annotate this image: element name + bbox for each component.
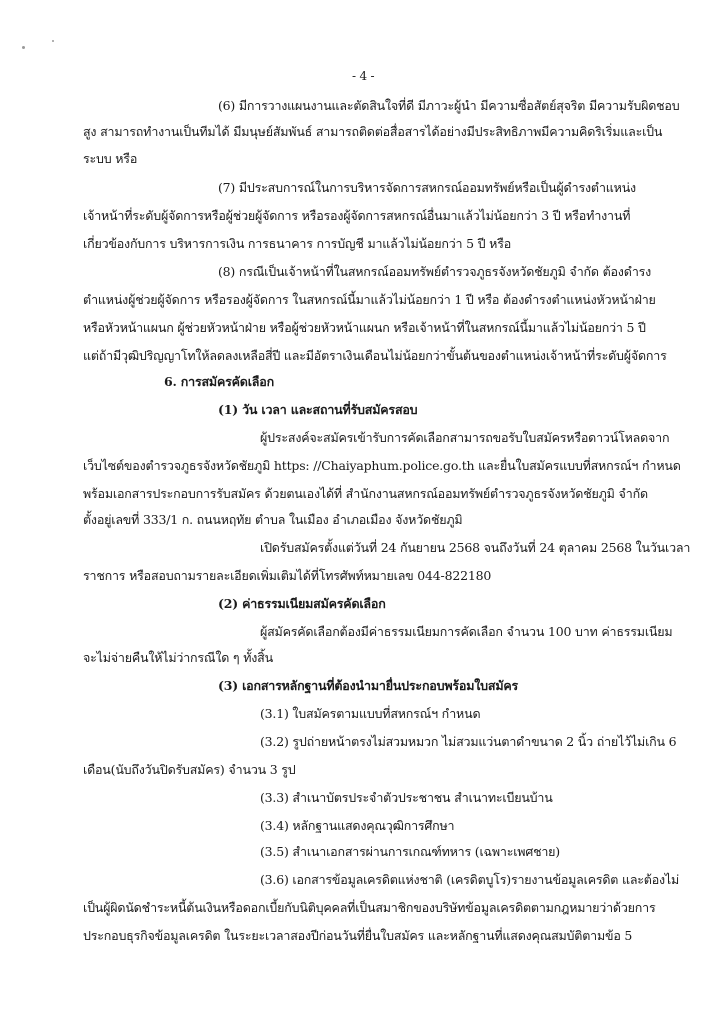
subsection-3-heading: (3) เอกสารหลักฐานที่ต้องนำมายื่นประกอบพร้อมใบสมัคร (218, 678, 519, 693)
application-line-3: พร้อมเอกสารประกอบการรับสมัคร ด้วยตนเองได้ที่ สำนักงานสหกรณ์ออมทรัพย์ตำรวจภูธรจังหวัดชัยภูมิ จำกัด (83, 486, 648, 501)
qualification-7-line-1: (7) มีประสบการณ์ในการบริหารจัดการสหกรณ์ออมทรัพย์หรือเป็นผู้ดำรงตำแหน่ง (218, 180, 636, 195)
qualification-8-line-2: ตำแหน่งผู้ช่วยผู้จัดการ หรือรองผู้จัดการ ในสหกรณ์นี้มาแล้วไม่น้อยกว่า 1 ปี หรือ ต้องดำรงตำแหน่งหัวหน้าฝ่าย (83, 292, 656, 307)
document-3-5: (3.5) สำเนาเอกสารผ่านการเกณฑ์ทหาร (เฉพาะเพศชาย) (260, 844, 560, 859)
fee-line-2: จะไม่จ่ายคืนให้ไม่ว่ากรณีใด ๆ ทั้งสิ้น (83, 650, 273, 665)
scan-speck (22, 46, 25, 49)
application-period-line-1: เปิดรับสมัครตั้งแต่วันที่ 24 กันยายน 2568 จนถึงวันที่ 24 ตุลาคม 2568 ในวันเวลา (260, 540, 691, 555)
qualification-7-line-3: เกี่ยวข้องกับการ บริหารการเงิน การธนาคาร การบัญชี มาแล้วไม่น้อยกว่า 5 ปี หรือ (83, 236, 512, 251)
application-line-4: ตั้งอยู่เลขที่ 333/1 ก. ถนนหฤทัย ตำบล ในเมือง อำเภอเมือง จังหวัดชัยภูมิ (83, 512, 463, 527)
qualification-8-line-4: แต่ถ้ามีวุฒิปริญญาโทให้ลดลงเหลือสี่ปี และมีอัตราเงินเดือนไม่น้อยกว่าขั้นต้นของตำแหน่งเจ้าหน้าที่ระดับผู้จัดการ (83, 348, 667, 363)
document-3-2-line-2: เดือน(นับถึงวันปิดรับสมัคร) จำนวน 3 รูป (83, 762, 296, 777)
document-3-6-line-3: ประกอบธุรกิจข้อมูลเครดิต ในระยะเวลาสองปีก่อนวันที่ยื่นใบสมัคร และหลักฐานที่แสดงคุณสมบัติตามข้อ 5 (83, 928, 633, 943)
qualification-8-line-1: (8) กรณีเป็นเจ้าหน้าที่ในสหกรณ์ออมทรัพย์ตำรวจภูธรจังหวัดชัยภูมิ จำกัด ต้องดำรง (218, 264, 652, 279)
document-3-6-line-1: (3.6) เอกสารข้อมูลเครดิตแห่งชาติ (เครดิตบูโร)รายงานข้อมูลเครดิต และต้องไม่ (260, 872, 680, 887)
document-3-2-line-1: (3.2) รูปถ่ายหน้าตรงไม่สวมหมวก ไม่สวมแว่นตาดำขนาด 2 นิ้ว ถ่ายไว้ไม่เกิน 6 (260, 734, 677, 749)
qualification-6-line-3: ระบบ หรือ (83, 151, 138, 166)
document-3-1: (3.1) ใบสมัครตามแบบที่สหกรณ์ฯ กำหนด (260, 706, 481, 721)
qualification-7-line-2: เจ้าหน้าที่ระดับผู้จัดการหรือผู้ช่วยผู้จัดการ หรือรองผู้จัดการสหกรณ์อื่นมาแล้วไม่น้อยกว่า 3 ปี หรือทำงานที่ (83, 208, 631, 223)
application-line-2: เว็บไซต์ของตำรวจภูธรจังหวัดชัยภูมิ https: //Chaiyaphum.police.go.th และยื่นใบสมัครแบบที่สหกรณ์ฯ กำหนด (83, 458, 681, 473)
document-3-6-line-2: เป็นผู้ผิดนัดชำระหนี้ต้นเงินหรือดอกเบี้ยกับนิติบุคคลที่เป็นสมาชิกของบริษัทข้อมูลเครดิตตามกฎหมายว่าด้วยการ (83, 900, 656, 915)
section-6-heading: 6. การสมัครคัดเลือก (164, 374, 274, 389)
fee-line-1: ผู้สมัครคัดเลือกต้องมีค่าธรรมเนียมการคัดเลือก จำนวน 100 บาท ค่าธรรมเนียม (260, 624, 673, 639)
qualification-6-line-1: (6) มีการวางแผนงานและตัดสินใจที่ดี มีภาวะผู้นำ มีความซื่อสัตย์สุจริต มีความรับผิดชอบ (218, 98, 680, 113)
document-3-3: (3.3) สำเนาบัตรประจำตัวประชาชน สำเนาทะเบียนบ้าน (260, 790, 553, 805)
document-3-4: (3.4) หลักฐานแสดงคุณวุฒิการศึกษา (260, 818, 455, 833)
application-line-1: ผู้ประสงค์จะสมัครเข้ารับการคัดเลือกสามารถขอรับใบสมัครหรือดาวน์โหลดจาก (260, 430, 670, 445)
subsection-1-heading: (1) วัน เวลา และสถานที่รับสมัครสอบ (218, 402, 418, 417)
qualification-6-line-2: สูง สามารถทำงานเป็นทีมได้ มีมนุษย์สัมพันธ์ สามารถติดต่อสื่อสารได้อย่างมีประสิทธิภาพมีความคิดริเริ่มและเป็น (83, 124, 663, 139)
scan-speck (52, 40, 54, 42)
page-number: - 4 - (352, 69, 375, 83)
subsection-2-heading: (2) ค่าธรรมเนียมสมัครคัดเลือก (218, 596, 386, 611)
application-period-line-2: ราชการ หรือสอบถามรายละเอียดเพิ่มเติมได้ที่โทรศัพท์หมายเลข 044-822180 (83, 568, 492, 583)
qualification-8-line-3: หรือหัวหน้าแผนก ผู้ช่วยหัวหน้าฝ่าย หรือผู้ช่วยหัวหน้าแผนก หรือเจ้าหน้าที่ในสหกรณ์นี้มาแล้วไม่น้อยกว่า 5 ปี (83, 320, 646, 335)
